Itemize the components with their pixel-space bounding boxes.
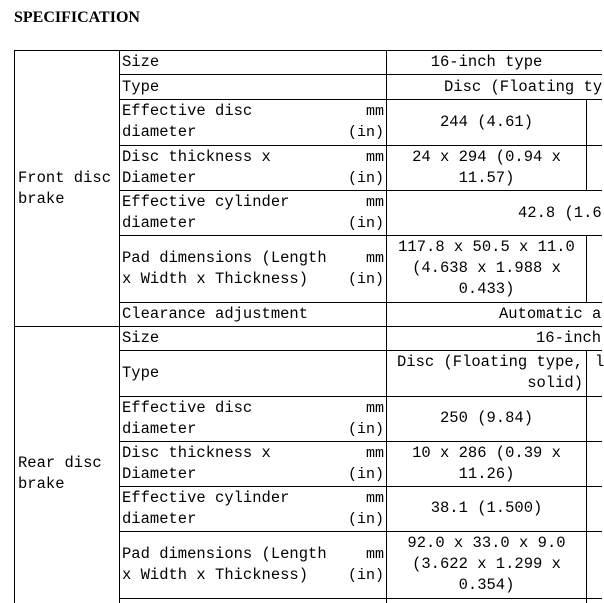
spec-value: 250 (9.84) — [439, 409, 533, 427]
table-rule — [119, 486, 602, 487]
spec-label: Effective cylinder diameter — [122, 489, 290, 528]
spec-value: Disc (Floating ty — [444, 78, 603, 96]
page-title: SPECIFICATION — [14, 9, 140, 26]
unit-label: mm (in) — [347, 490, 384, 528]
unit-label: mm (in) — [347, 194, 384, 232]
spec-label: Disc thickness x Diameter — [122, 148, 271, 187]
spec-value: 24 x 294 (0.94 x 11.57) — [412, 148, 561, 187]
spec-label: Pad dimensions (Length x Width x Thickness) — [122, 249, 327, 288]
spec-label: Pad dimensions (Length x Width x Thickness) — [122, 545, 327, 584]
spec-value: 38.1 (1.500) — [430, 499, 543, 517]
table-rule — [119, 302, 602, 303]
group-label-front: Front disc brake — [18, 169, 112, 208]
table-rule — [119, 99, 602, 100]
unit-label: mm (in) — [347, 400, 384, 438]
unit-label: mm (in) — [347, 250, 384, 288]
table-rule — [586, 99, 587, 190]
table-rule — [119, 145, 602, 146]
spec-value: 10 x 286 (0.39 x 11.26) — [412, 444, 561, 483]
unit-label: mm (in) — [347, 149, 384, 187]
spec-value: Disc (Floating type, solid) — [396, 353, 583, 392]
unit-label: mm (in) — [347, 445, 384, 483]
table-rule — [119, 350, 602, 351]
table-rule — [119, 441, 602, 442]
spec-label: Effective disc diameter — [122, 399, 253, 438]
spec-value: 16-inch — [536, 329, 602, 347]
spec-value: 42.8 (1.6 — [518, 204, 602, 222]
table-rule — [119, 598, 602, 599]
spec-value: Automatic a — [499, 305, 602, 323]
spec-value-extra: l — [595, 353, 604, 371]
spec-value: 117.8 x 50.5 x 11.0 (4.638 x 1.988 x 0.433) — [398, 238, 575, 298]
spec-label: Effective cylinder diameter — [122, 193, 290, 232]
spec-label: Disc thickness x Diameter — [122, 444, 271, 483]
table-rule — [14, 50, 602, 51]
group-label-rear: Rear disc brake — [18, 454, 102, 493]
spec-value: 244 (4.61) — [439, 113, 533, 131]
spec-value: 92.0 x 33.0 x 9.0 (3.622 x 1.299 x 0.354) — [407, 534, 566, 594]
spec-label: Type — [122, 78, 160, 96]
spec-label: Effective disc diameter — [122, 102, 253, 141]
unit-label: mm (in) — [347, 103, 384, 141]
table-rule — [14, 326, 602, 327]
table-rule — [119, 50, 120, 603]
spec-value: 16-inch type — [430, 53, 543, 71]
spec-label: Type — [122, 364, 160, 382]
table-rule — [586, 235, 587, 302]
table-rule — [119, 74, 602, 75]
table-rule — [119, 531, 602, 532]
table-rule — [119, 396, 602, 397]
table-rule — [119, 190, 602, 191]
spec-label: Size — [122, 329, 160, 347]
table-rule — [119, 235, 602, 236]
table-rule — [586, 350, 587, 603]
spec-label: Clearance adjustment — [122, 305, 309, 323]
spec-label: Size — [122, 53, 160, 71]
table-rule — [14, 50, 15, 603]
unit-label: mm (in) — [347, 546, 384, 584]
